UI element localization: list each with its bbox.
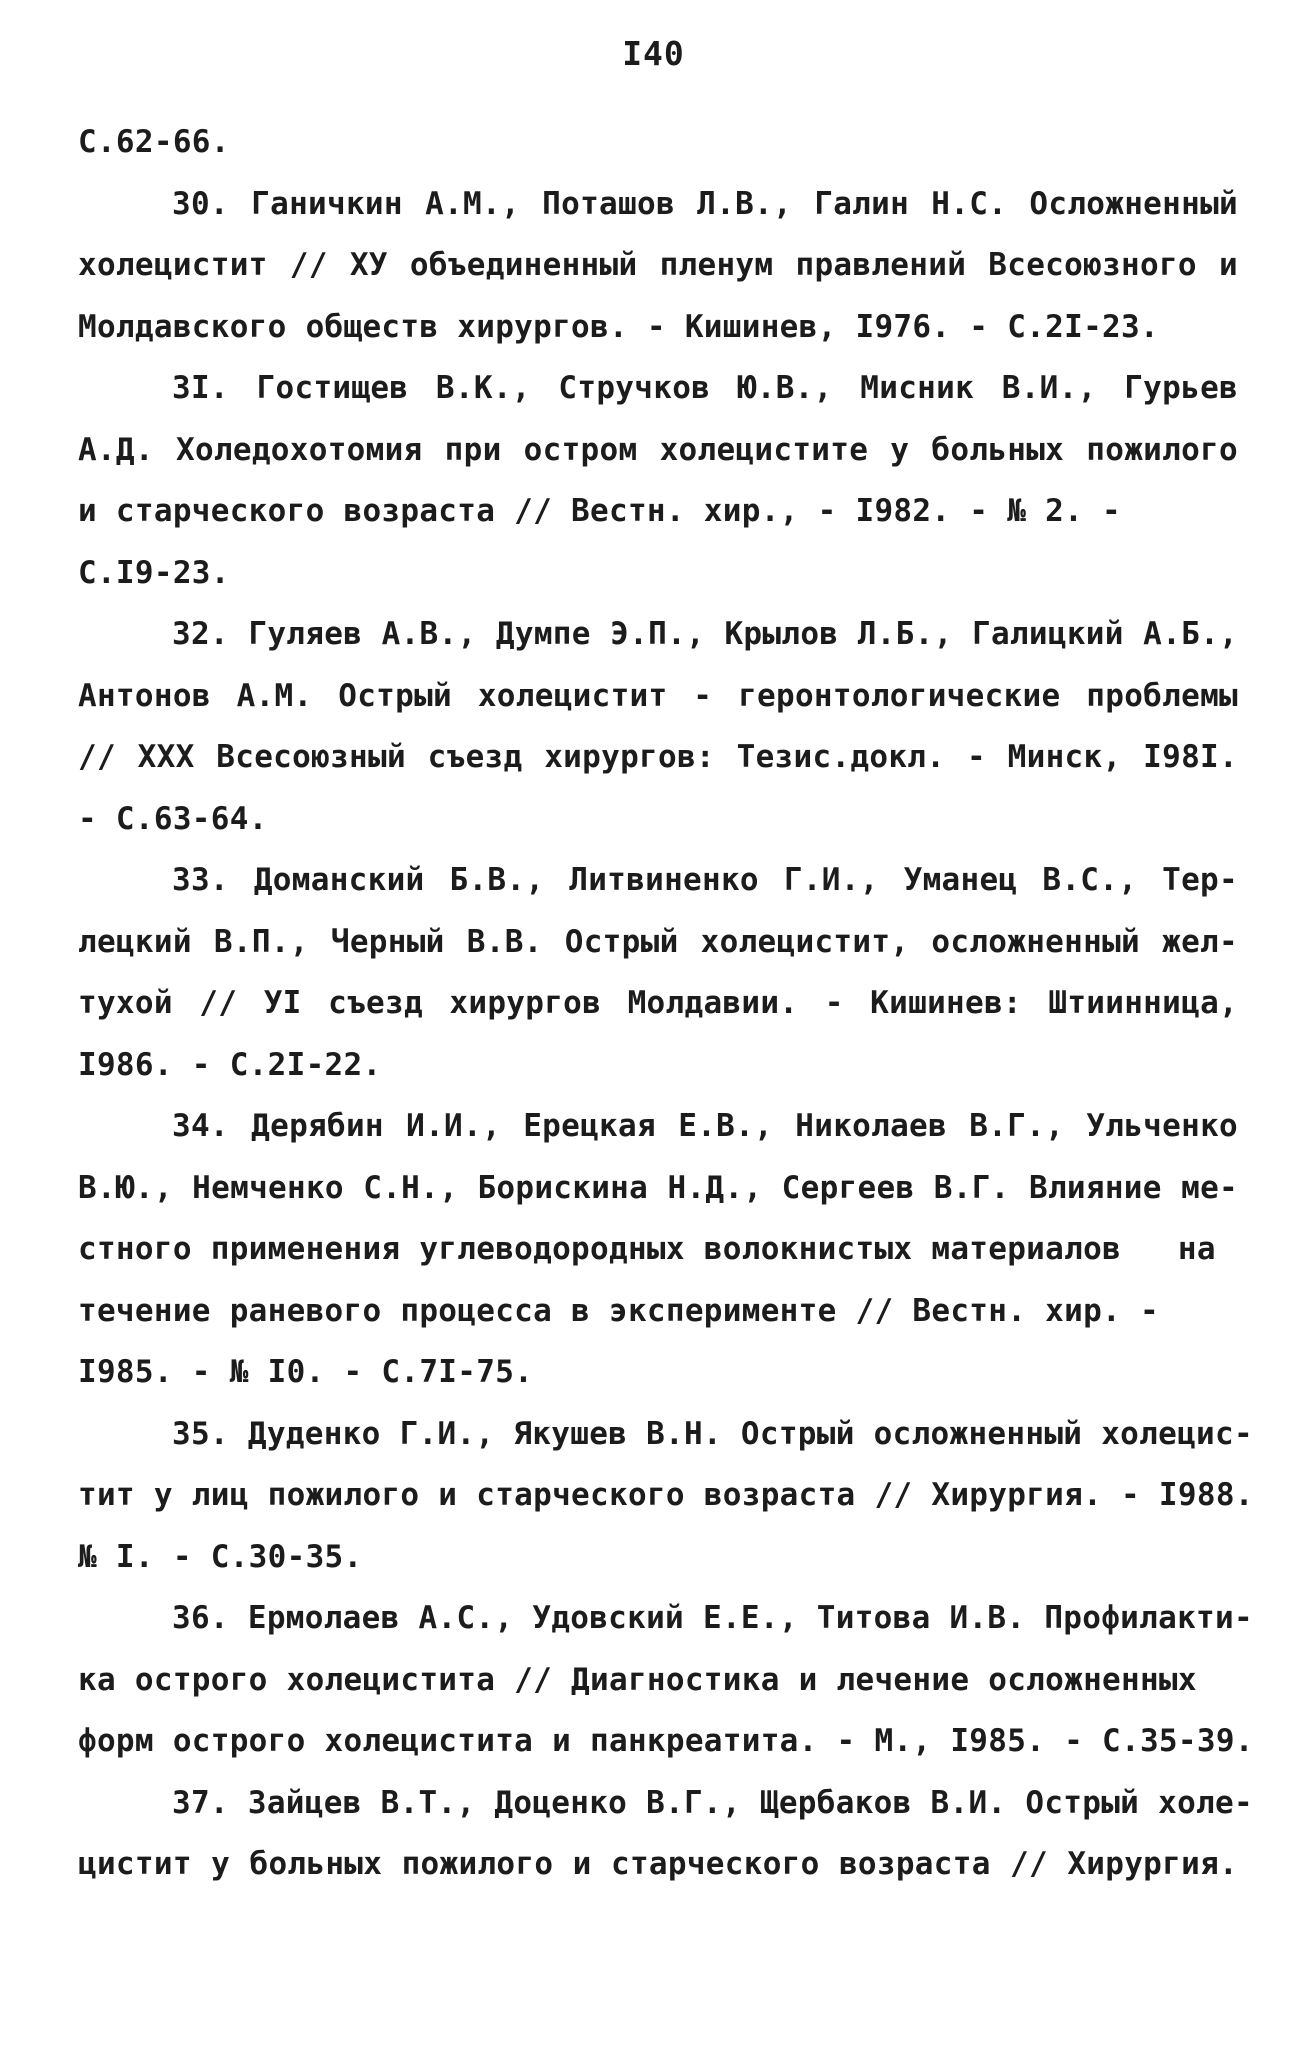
text-line: течение раневого процесса в эксперименте // Вестн. хир. - [78,1292,1159,1329]
text-line: тит у лиц пожилого и старческого возраста // Хирургия. - I988. [78,1477,1254,1513]
reference-37-line-1: 37. Зайцев В.Т., Доценко В.Г., Щербаков В.И. Острый холе- [172,1784,1253,1821]
text-line: Антонов А.М. Острый холецистит - геронтологические проблемы [78,677,1238,714]
text-line: В.Ю., Немченко С.Н., Борискина Н.Д., Сергеев В.Г. Влияние ме- [78,1169,1238,1206]
reference-33-line-1: 33. Доманский Б.В., Литвиненко Г.И., Уманец В.С., Тер- [172,862,1238,898]
text-line: лецкий В.П., Черный В.В. Острый холецистит, осложненный жел- [78,923,1238,960]
reference-36-line-1: 36. Ермолаев А.С., Удовский Е.Е., Титова И.В. Профилакти- [172,1600,1253,1636]
text-line: и старческого возраста // Вестн. хир., - I982. - № 2. - [78,493,1121,529]
reference-35-line-1: 35. Дуденко Г.И., Якушев В.Н. Острый осложненный холецис- [172,1415,1253,1452]
text-line: - С.63-64. [78,800,268,837]
text-line: холецистит // ХУ объединенный пленум правлений Всесоюзного и [78,247,1238,283]
text-line: I986. - С.2I-22. [78,1046,382,1083]
text-line: А.Д. Холедохотомия при остром холецистите у больных пожилого [78,431,1238,468]
reference-30-line-1: 30. Ганичкин А.М., Поташов Л.В., Галин Н.С. Осложненный [172,185,1238,222]
text-line: Молдавского обществ хирургов. - Кишинев, I976. - С.2I-23. [78,308,1159,345]
text-line: стного применения углеводородных волокнистых материалов на [78,1231,1216,1267]
reference-32-line-1: 32. Гуляев А.В., Думпе Э.П., Крылов Л.Б., Галицкий А.Б., [172,616,1238,652]
text-line: цистит у больных пожилого и старческого возраста // Хирургия. [78,1846,1238,1882]
text-line: ка острого холецистита // Диагностика и лечение осложненных [78,1661,1197,1698]
text-line: С.62-66. [78,124,230,160]
text-line: тухой // УI съезд хирургов Молдавии. - Кишинев: Штиинница, [78,985,1238,1021]
reference-list [78,112,1254,1896]
text-line: форм острого холецистита и панкреатита. - М., I985. - С.35-39. [78,1723,1254,1759]
reference-31-line-1: 3I. Гостищев В.К., Стручков Ю.В., Мисник В.И., Гурьев [172,370,1238,406]
text-line: № I. - С.30-35. [78,1538,363,1575]
page-number: I40 [622,34,685,73]
text-line: С.I9-23. [78,554,230,591]
reference-34-line-1: 34. Дерябин И.И., Ерецкая Е.В., Николаев В.Г., Ульченко [172,1108,1238,1144]
text-line: I985. - № I0. - С.7I-75. [78,1354,534,1390]
text-line: // XXX Всесоюзный съезд хирургов: Тезис.докл. - Минск, I98I. [78,739,1238,775]
